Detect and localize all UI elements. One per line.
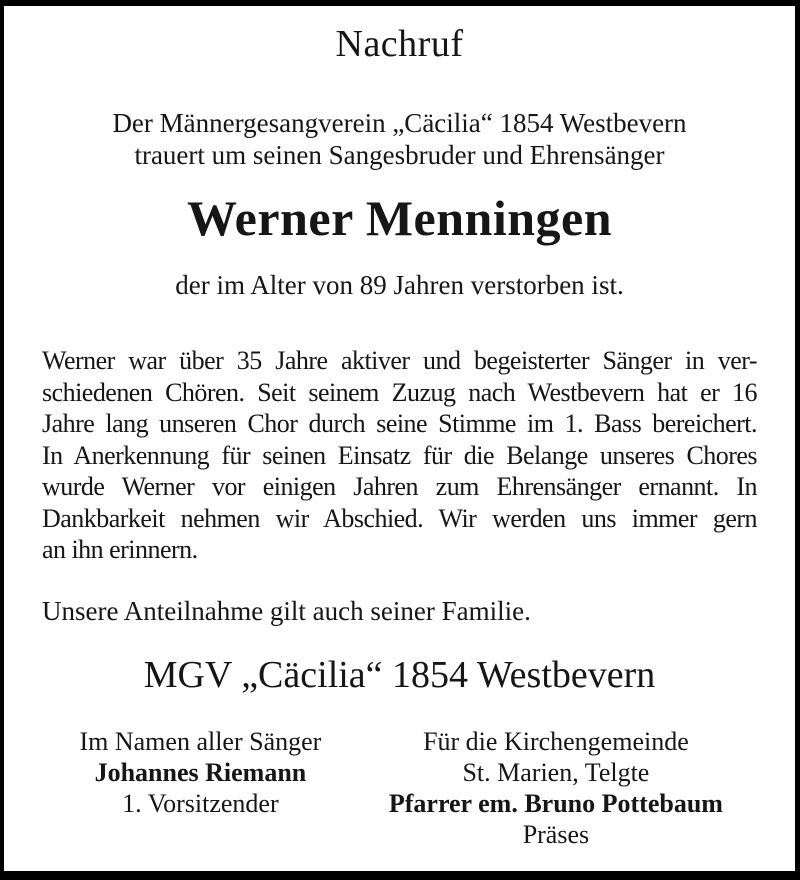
obituary-body-line: In Anerkennung für seinen Einsatz für die Belange unseres Chores: [42, 440, 757, 470]
signature-block: [4, 726, 795, 850]
obituary-body-line: schiedenen Chören. Seit seinem Zuzug nach Westbevern hat er 16: [42, 377, 757, 407]
obituary-body-line: an ihn erinnern.: [42, 535, 198, 564]
signature-line: Präses: [522, 819, 590, 849]
obituary-body: [42, 345, 757, 566]
signature-line: Für die Kirchengemeinde: [423, 726, 689, 756]
intro-block: [4, 107, 795, 171]
obituary-body-line: wurde Werner vor einigen Jahren zum Ehrensänger ernannt. In: [42, 472, 757, 501]
obituary-body-line: Dankbarkeit nehmen wir Abschied. Wir werden uns immer gern: [42, 503, 757, 533]
signature-line: 1. Vorsitzender: [122, 788, 279, 818]
intro-line-2: trauert um seinen Sangesbruder und Ehrensänger: [134, 140, 665, 170]
condolence-line: Unsere Anteilnahme gilt auch seiner Familie.: [42, 595, 531, 626]
signature-column-left: [44, 726, 357, 850]
club-name-line: MGV „Cäcilia“ 1854 Westbevern: [143, 653, 656, 696]
signature-line: Im Namen aller Sänger: [79, 726, 322, 756]
intro-line-1: Der Männergesangverein „Cäcilia“ 1854 Westbevern: [112, 108, 687, 138]
deceased-name: Werner Menningen: [186, 190, 613, 246]
signature-line: Johannes Riemann: [94, 757, 307, 787]
obituary-body-line: Werner war über 35 Jahre aktiver und begeisterter Sänger in ver-: [42, 346, 757, 375]
signature-line: Pfarrer em. Bruno Pottebaum: [388, 788, 723, 818]
signature-line: St. Marien, Telgte: [462, 757, 650, 787]
signature-column-right: [357, 726, 755, 850]
obituary-body-line: Jahre lang unseren Chor durch seine Stimme im 1. Bass bereichert.: [42, 409, 757, 438]
deceased-age-line: der im Alter von 89 Jahren verstorben ist.: [175, 270, 624, 300]
obituary-heading: Nachruf: [335, 23, 464, 65]
